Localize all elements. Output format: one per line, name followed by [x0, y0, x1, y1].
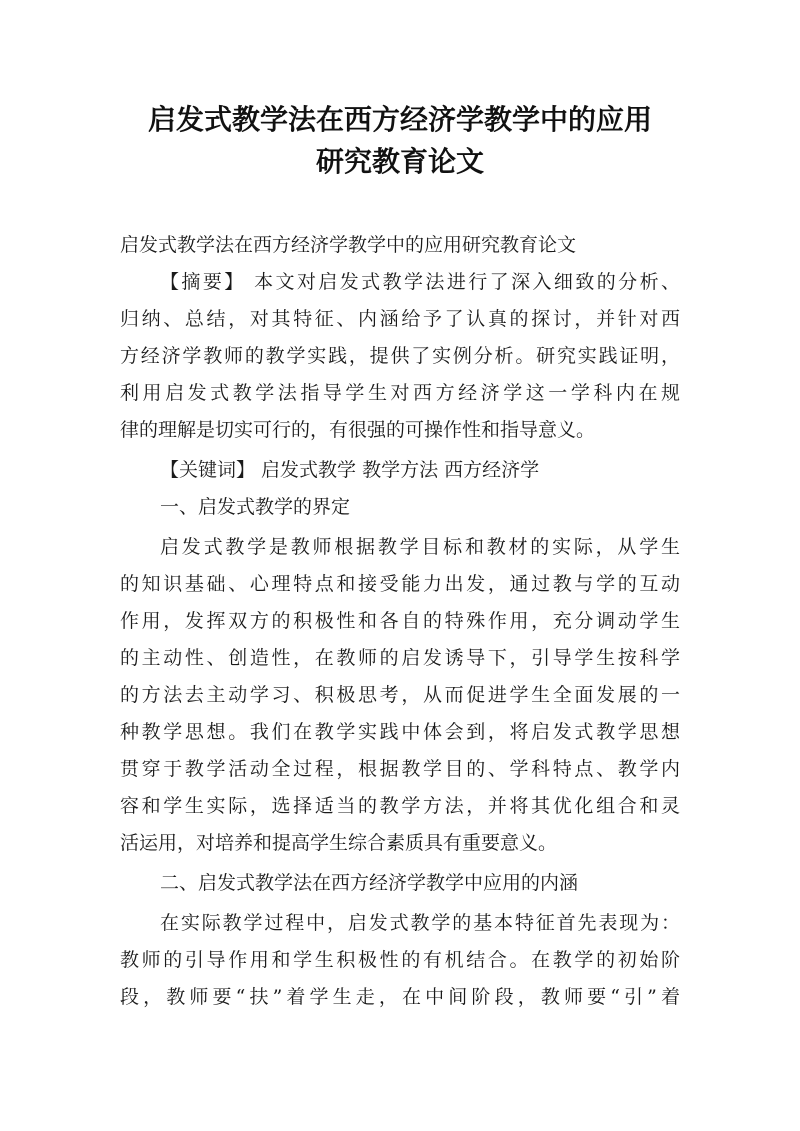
paragraph-line: 作用，发挥双方的积极性和各自的特殊作用，充分调动学生 — [120, 610, 680, 632]
paragraph-line: 的知识基础、心理特点和接受能力出发，通过教与学的互动 — [120, 573, 680, 595]
paragraph-line: 段，教师要“扶”着学生走，在中间阶段，教师要“引”着 — [120, 986, 680, 1008]
paragraph-line: 种教学思想。我们在教学实践中体会到，将启发式教学思想 — [120, 721, 680, 743]
abstract-line: 归纳、总结，对其特征、内涵给予了认真的探讨，并针对西 — [120, 308, 680, 330]
subtitle-line: 启发式教学法在西方经济学教学中的应用研究教育论文 — [120, 234, 577, 256]
abstract-line: 利用启发式教学法指导学生对西方经济学这一学科内在规 — [120, 382, 680, 404]
abstract-line: 方经济学教师的教学实践，提供了实例分析。研究实践证明， — [120, 345, 680, 367]
keywords-line: 【关键词】 启发式教学 教学方法 西方经济学 — [160, 459, 540, 481]
paragraph-line: 贯穿于教学活动全过程，根据教学目的、学科特点、教学内 — [120, 758, 680, 780]
section-heading-1: 一、启发式教学的界定 — [160, 496, 351, 518]
paragraph-line: 教师的引导作用和学生积极性的有机结合。在教学的初始阶 — [120, 949, 680, 971]
document-title-line-1: 启发式教学法在西方经济学教学中的应用 — [147, 103, 652, 136]
paragraph-line: 的方法去主动学习、积极思考，从而促进学生全面发展的一 — [120, 684, 680, 706]
paragraph-line: 的主动性、创造性，在教师的启发诱导下，引导学生按科学 — [120, 647, 680, 669]
abstract-line: 【摘要】 本文对启发式教学法进行了深入细致的分析、 — [160, 271, 680, 293]
document-title-line-2: 研究教育论文 — [315, 145, 484, 178]
paragraph-line: 容和学生实际，选择适当的教学方法，并将其优化组合和灵 — [120, 795, 680, 817]
paragraph-line: 在实际教学过程中，启发式教学的基本特征首先表现为： — [160, 912, 680, 934]
abstract-line: 律的理解是切实可行的，有很强的可操作性和指导意义。 — [120, 419, 596, 441]
section-heading-2: 二、启发式教学法在西方经济学教学中应用的内涵 — [160, 872, 579, 894]
paragraph-line: 启发式教学是教师根据教学目标和教材的实际，从学生 — [160, 536, 680, 558]
paragraph-line: 活运用，对培养和提高学生综合素质具有重要意义。 — [120, 832, 558, 854]
